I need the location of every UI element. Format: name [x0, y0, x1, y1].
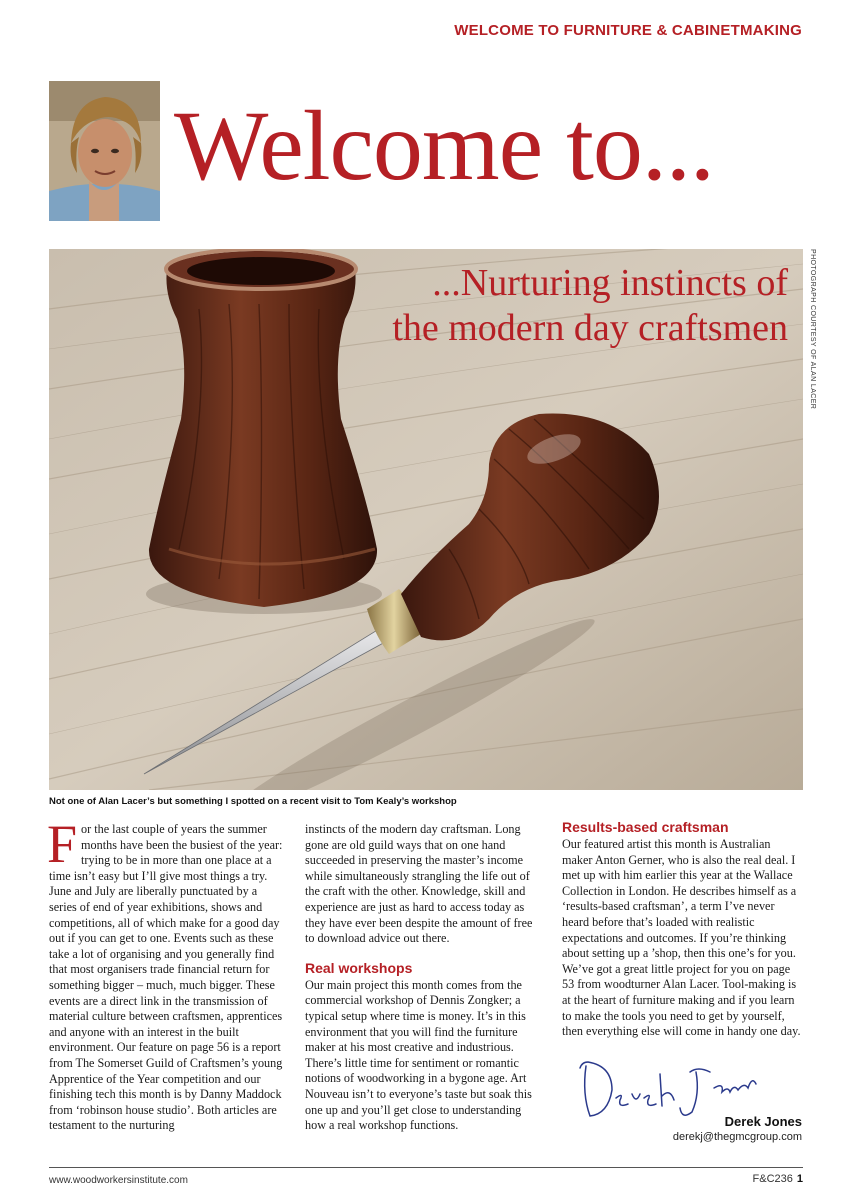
hero-photo [49, 249, 803, 790]
author-name: Derek Jones [724, 1114, 802, 1129]
drop-cap: F [47, 814, 78, 874]
footer-website-link[interactable]: www.woodworkersinstitute.com [49, 1175, 188, 1186]
page-number: 1 [796, 1173, 803, 1185]
section-header: WELCOME TO FURNITURE & CABINETMAKING [454, 22, 802, 39]
column-3-text: Our featured artist this month is Australian maker Anton Gerner, who is also the real deal. I met up with him earlier this year at the Wallace Collection in London. He describes himself as a ‘results-based craftsman’, a term I’ve never heard before that’s loaded with realistic expectations and outcomes. If you’re thinking about setting up a ’shop, then this one’s for you. We’ve got a great little project for you on page 53 from woodturner Alan Lacer. Tool-making is at the heart of furniture making and if you learn to make the tools you need to get by yourself, then everything else will come in handy one day. [562, 837, 801, 1039]
subheading-results-based: Results-based craftsman [562, 819, 729, 835]
article-column-1 [47, 814, 285, 1134]
portrait-photo [49, 81, 160, 221]
article-column-2 [305, 822, 541, 1134]
photo-credit [806, 249, 816, 549]
subheading-real-workshops: Real workshops [305, 959, 413, 976]
photo-caption: Not one of Alan Lacer’s but something I spotted on a recent visit to Tom Kealy’s workshop [49, 796, 457, 807]
article-column-3 [562, 819, 803, 1040]
hero-subheading-line-2: the modern day craftsmen [392, 307, 788, 349]
column-2-text-2: Our main project this month comes from the commercial workshop of Dennis Zongker; a typical setup where time is money. It’s in this environment that you will find the furniture maker at his most creative and industrious. There’s little time for sentiment or romantic notions of woodworking in a bygone age. Art Nouveau isn’t to everyone’s taste but soak this one up and you’ll get close to understanding how a real workshop functions. [305, 977, 532, 1133]
author-email[interactable]: derekj@thegmcgroup.com [672, 1131, 802, 1143]
photo-credit-text: PHOTOGRAPH COURTESY OF ALAN LACER [809, 249, 816, 410]
column-1-text: or the last couple of years the summer months have been the busiest of the year: trying to be in more than one place at a time isn’t easy but I’ll give most things a try. June and July are liberally punctuated by a series of end of year exhibitions, shows and competitions, all of which make for a good day out if you can get to one. Events such as these take a lot of organising and you generally find that most organisers trade financial return for something bigger – much, much bigger. These events are a direct link in the transmission of material culture between craftsmen, apprentices and anyone with an interest in the built environment. Our feature on page 56 is a report from The Somerset Guild of Craftsmen’s young Apprentice of the Year competition and our finishing tech this month is by Danny Maddock from ‘robinson house studio’. Both articles are testament to the nurturing [49, 822, 283, 1133]
headline: Welcome to... [174, 90, 714, 201]
column-2-text: instincts of the modern day craftsman. Long gone are old guild ways that on one hand succeeded in preserving the master’s income while simultaneously strangling the life out of the craft with the other. Knowledge, skill and experience are just as hard to access today as they have ever been despite the amount of free to download advice out there. [305, 822, 533, 946]
hero-subheading [392, 261, 788, 351]
hero-subheading-line-1: ...Nurturing instincts of [432, 262, 788, 304]
footer-issue [753, 1173, 803, 1185]
issue-number: F&C236 [752, 1173, 793, 1185]
footer-divider [49, 1167, 803, 1168]
